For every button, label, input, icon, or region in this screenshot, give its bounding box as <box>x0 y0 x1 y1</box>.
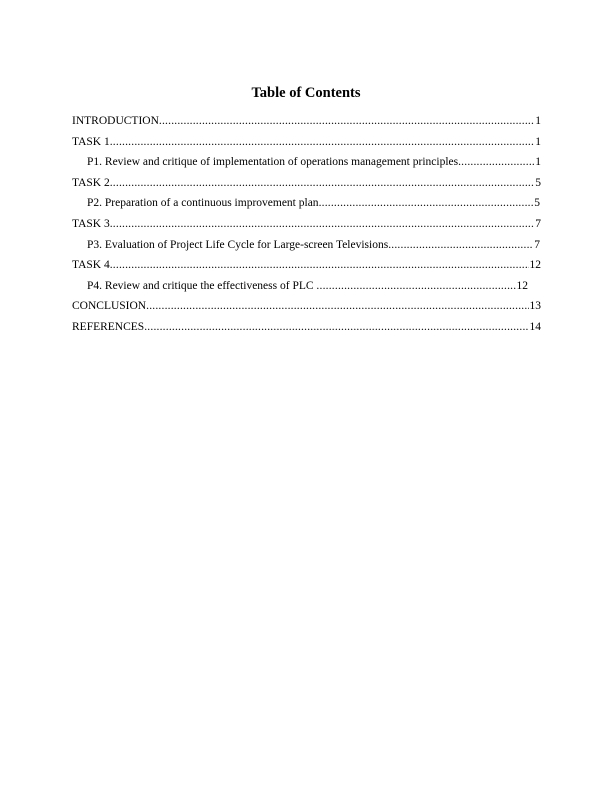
toc-entry-page: 5 <box>534 197 540 210</box>
toc-dot-leader <box>110 176 535 190</box>
toc-entry-label: P3. Evaluation of Project Life Cycle for Large-screen Televisions <box>87 238 389 251</box>
toc-entry-p1[interactable] <box>87 155 541 176</box>
toc-entry-introduction[interactable] <box>72 114 541 135</box>
toc-dot-leader <box>388 238 533 252</box>
toc-dot-leader <box>110 135 535 149</box>
toc-entry-label: CONCLUSION <box>72 300 147 313</box>
toc-entry-label: TASK 4 <box>72 259 110 272</box>
toc-dot-leader <box>110 217 535 231</box>
toc-entry-label: TASK 2 <box>72 176 110 189</box>
toc-entry-page: 1 <box>535 156 541 169</box>
toc-entry-label: TASK 3 <box>72 217 110 230</box>
toc-entry-references[interactable] <box>72 320 541 341</box>
toc-entry-page: 1 <box>535 135 541 148</box>
toc-entry-page: 1 <box>535 115 541 127</box>
toc-entry-page: 13 <box>529 300 541 313</box>
toc-entry-task-4[interactable] <box>72 258 541 279</box>
toc-entry-p4[interactable] <box>87 279 528 300</box>
toc-entry-p3[interactable] <box>87 238 540 259</box>
toc-entry-label: TASK 1 <box>72 135 110 148</box>
toc-title: Table of Contents <box>251 85 361 101</box>
toc-entry-page: 7 <box>534 238 540 251</box>
toc-entry-label: P4. Review and critique the effectiveness of PLC <box>87 279 317 292</box>
toc-entry-task-2[interactable] <box>72 176 541 197</box>
toc-entry-label: P2. Preparation of a continuous improvement plan <box>87 197 319 210</box>
toc-entry-page: 12 <box>516 279 528 292</box>
toc-entry-page: 14 <box>529 320 541 333</box>
toc-dot-leader <box>319 196 534 210</box>
toc-entry-label: P1. Review and critique of implementation of operations management principles <box>87 156 459 169</box>
toc-dot-leader <box>146 299 528 313</box>
toc-dot-leader <box>144 320 528 334</box>
toc-entry-label: INTRODUCTION <box>72 115 159 127</box>
toc-dot-leader <box>316 279 515 293</box>
toc-entry-page: 7 <box>535 217 541 230</box>
toc-entry-conclusion[interactable] <box>72 299 541 320</box>
toc-entry-page: 12 <box>529 259 541 272</box>
toc-entry-p2[interactable] <box>87 196 540 217</box>
toc-list <box>72 114 542 341</box>
toc-entry-task-3[interactable] <box>72 217 541 238</box>
toc-dot-leader <box>159 114 534 128</box>
toc-entry-task-1[interactable] <box>72 135 541 156</box>
toc-dot-leader <box>110 258 529 272</box>
toc-entry-label: REFERENCES <box>72 320 145 333</box>
toc-entry-page: 5 <box>535 176 541 189</box>
toc-dot-leader <box>458 155 534 169</box>
